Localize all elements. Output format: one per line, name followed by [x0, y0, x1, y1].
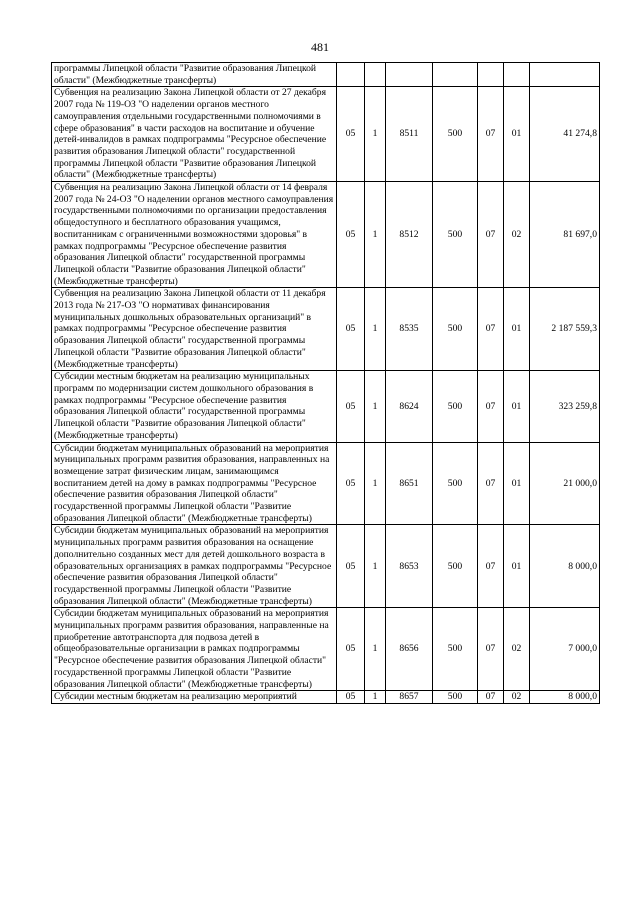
target-code-cell	[386, 63, 433, 87]
target-code-cell: 8624	[386, 371, 433, 442]
expense-type-cell: 500	[433, 288, 478, 371]
subsection-cell: 02	[504, 608, 530, 691]
table-row	[52, 525, 600, 608]
subprogram-code-cell: 1	[365, 691, 386, 704]
table-row	[52, 691, 600, 704]
expense-type-cell: 500	[433, 691, 478, 704]
program-code-cell: 05	[337, 182, 365, 288]
amount-cell: 8 000,0	[530, 525, 600, 608]
subprogram-code-cell: 1	[365, 371, 386, 442]
subsection-cell: 01	[504, 442, 530, 525]
section-cell	[478, 63, 504, 87]
program-code-cell	[337, 63, 365, 87]
expense-type-cell: 500	[433, 442, 478, 525]
expense-type-cell: 500	[433, 87, 478, 182]
row-description: Субсидии местным бюджетам на реализацию мероприятий	[52, 691, 337, 704]
amount-cell: 8 000,0	[530, 691, 600, 704]
target-code-cell: 8657	[386, 691, 433, 704]
program-code-cell: 05	[337, 288, 365, 371]
amount-cell: 21 000,0	[530, 442, 600, 525]
section-cell: 07	[478, 182, 504, 288]
amount-cell: 2 187 559,3	[530, 288, 600, 371]
row-description: Субвенция на реализацию Закона Липецкой области от 11 декабря 2013 года № 217-ОЗ "О нормативах финансирования муниципальных дошкольных образовательных организаций" в рамках подпрограммы "Ресурсное обеспечение развития образования Липецкой области" государственной программы Липецкой области "Развитие образования Липецкой области" (Межбюджетные трансферты)	[52, 288, 337, 371]
expense-type-cell: 500	[433, 525, 478, 608]
section-cell: 07	[478, 87, 504, 182]
expense-type-cell	[433, 63, 478, 87]
row-description: Субсидии бюджетам муниципальных образований на мероприятия муниципальных программ развития образования на оснащение дополнительно созданных мест для детей дошкольного возраста в образовательных организациях в рамках подпрограммы "Ресурсное обеспечение развития образования Липецкой области" государственной программы Липецкой области "Развитие образования Липецкой области" (Межбюджетные трансферты)	[52, 525, 337, 608]
target-code-cell: 8512	[386, 182, 433, 288]
amount-cell: 323 259,8	[530, 371, 600, 442]
budget-table	[51, 62, 600, 704]
amount-cell: 41 274,8	[530, 87, 600, 182]
section-cell: 07	[478, 288, 504, 371]
target-code-cell: 8535	[386, 288, 433, 371]
row-description: программы Липецкой области "Развитие образования Липецкой области" (Межбюджетные трансферты)	[52, 63, 337, 87]
table-row	[52, 288, 600, 371]
target-code-cell: 8656	[386, 608, 433, 691]
program-code-cell: 05	[337, 608, 365, 691]
table-row	[52, 63, 600, 87]
page-number: 481	[311, 40, 329, 54]
section-cell: 07	[478, 691, 504, 704]
subprogram-code-cell: 1	[365, 442, 386, 525]
program-code-cell: 05	[337, 371, 365, 442]
expense-type-cell: 500	[433, 608, 478, 691]
table-row	[52, 371, 600, 442]
amount-cell: 7 000,0	[530, 608, 600, 691]
subprogram-code-cell: 1	[365, 525, 386, 608]
target-code-cell: 8651	[386, 442, 433, 525]
subprogram-code-cell: 1	[365, 608, 386, 691]
subsection-cell: 01	[504, 288, 530, 371]
section-cell: 07	[478, 371, 504, 442]
table-row	[52, 87, 600, 182]
row-description: Субвенция на реализацию Закона Липецкой области от 27 декабря 2007 года № 119-ОЗ "О наделении органов местного самоуправления отдельными государственными полномочиями в сфере образования" в части расходов на воспитание и обучение детей-инвалидов в рамках подпрограммы "Ресурсное обеспечение развития образования Липецкой области" государственной программы Липецкой области "Развитие образования Липецкой области" (Межбюджетные трансферты)	[52, 87, 337, 182]
table-row	[52, 608, 600, 691]
subsection-cell: 02	[504, 691, 530, 704]
amount-cell	[530, 63, 600, 87]
expense-type-cell: 500	[433, 371, 478, 442]
section-cell: 07	[478, 442, 504, 525]
subsection-cell: 02	[504, 182, 530, 288]
program-code-cell: 05	[337, 691, 365, 704]
row-description: Субвенция на реализацию Закона Липецкой области от 14 февраля 2007 года № 24-ОЗ "О наделении органов местного самоуправления государственными полномочиями по организации предоставления общедоступного и бесплатного образования учащимся, воспитанникам с ограниченными возможностями здоровья" в рамках подпрограммы "Ресурсное обеспечение развития образования Липецкой области" государственной программы Липецкой области "Развитие образования Липецкой области" (Межбюджетные трансферты)	[52, 182, 337, 288]
row-description: Субсидии бюджетам муниципальных образований на мероприятия муниципальных программ развития образования, направленных на возмещение затрат физическим лицам, занимающимся воспитанием детей на дому в рамках подпрограммы "Ресурсное обеспечение развития образования Липецкой области" государственной программы Липецкой области "Развитие образования Липецкой области" (Межбюджетные трансферты)	[52, 442, 337, 525]
subsection-cell: 01	[504, 371, 530, 442]
subprogram-code-cell: 1	[365, 87, 386, 182]
row-description: Субсидии местным бюджетам на реализацию муниципальных программ по модернизации систем дошкольного образования в рамках подпрограммы "Ресурсное обеспечение развития образования Липецкой области" государственной программы Липецкой области "Развитие образования Липецкой области" (Межбюджетные трансферты)	[52, 371, 337, 442]
subprogram-code-cell: 1	[365, 182, 386, 288]
program-code-cell: 05	[337, 87, 365, 182]
amount-cell: 81 697,0	[530, 182, 600, 288]
subsection-cell	[504, 63, 530, 87]
target-code-cell: 8653	[386, 525, 433, 608]
table-row	[52, 182, 600, 288]
subprogram-code-cell: 1	[365, 288, 386, 371]
expense-type-cell: 500	[433, 182, 478, 288]
table-row	[52, 442, 600, 525]
section-cell: 07	[478, 525, 504, 608]
program-code-cell: 05	[337, 525, 365, 608]
program-code-cell: 05	[337, 442, 365, 525]
target-code-cell: 8511	[386, 87, 433, 182]
section-cell: 07	[478, 608, 504, 691]
subsection-cell: 01	[504, 525, 530, 608]
row-description: Субсидии бюджетам муниципальных образований на мероприятия муниципальных программ развития образования, направленные на приобретение автотранспорта для подвоза детей в общеобразовательные организации в рамках подпрограммы "Ресурсное обеспечение развития образования Липецкой области" государственной программы Липецкой области "Развитие образования Липецкой области" (Межбюджетные трансферты)	[52, 608, 337, 691]
subsection-cell: 01	[504, 87, 530, 182]
subprogram-code-cell	[365, 63, 386, 87]
